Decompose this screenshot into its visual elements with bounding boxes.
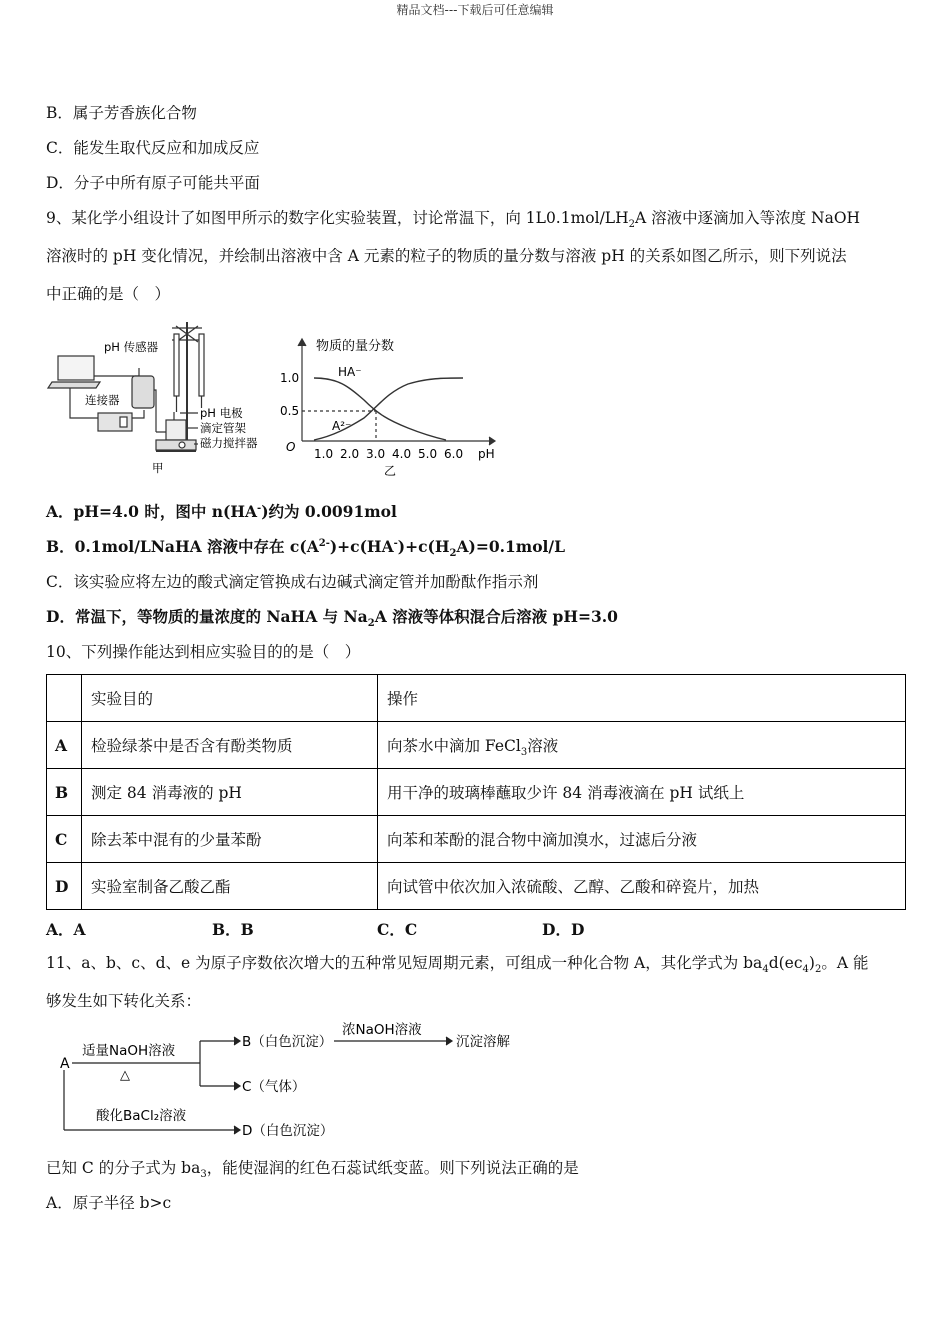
x-tick-1: 1.0 (314, 447, 334, 461)
q8-option-c: C．能发生取代反应和加成反应 (46, 139, 260, 157)
q9-option-c: C．该实验应将左边的酸式滴定管换成右边碱式滴定管并加酚酞作指示剂 (46, 573, 539, 591)
table-header-cell: 操作 (378, 675, 906, 722)
ph-sensor-box (132, 376, 154, 408)
q11-stem-line1: 11、a、b、c、d、e 为原子序数依次增大的五种常见短周期元素，可组成一种化合物 A，其化学式为 $ba_4d(ec_4)_2$。A 能 (46, 954, 869, 976)
table-row (47, 863, 906, 910)
burette-stand-label: 滴定管架 (200, 421, 246, 435)
table-cell-operation: 用干净的玻璃棒蘸取少许 84 消毒液滴在 pH 试纸上 (378, 769, 906, 816)
apparatus-figure (44, 316, 274, 478)
q9-stem-line2: 溶液时的 pH 变化情况，并绘制出溶液中含 A 元素的粒子的物质的量分数与溶液 pH 的关系如图乙所示，则下列说法 (46, 247, 847, 265)
x-tick-5: 5.0 (418, 447, 438, 461)
q8-option-b: B．属子芳香族化合物 (46, 104, 197, 122)
origin-label: O (286, 440, 296, 454)
q9-stem-line3: 中正确的是（ ） (46, 285, 171, 303)
q11-stem-line2: 够发生如下转化关系： (46, 992, 202, 1010)
y-tick-1: 1.0 (280, 371, 300, 385)
a2-curve-label: A²⁻ (332, 419, 352, 433)
table-cell-operation: 向试管中依次加入浓硫酸、乙醇、乙酸和碎瓷片，加热 (378, 863, 906, 910)
table-header-row (47, 675, 906, 722)
table-header-cell (47, 675, 82, 722)
q10-option-d: D．D (542, 920, 585, 939)
conversion-flowchart (52, 1014, 552, 1142)
figure-jia-caption: 甲 (152, 461, 164, 475)
laptop-base (48, 382, 100, 388)
page-header: 精品文档---下载后可任意编辑 (396, 3, 554, 17)
x-axis-unit: pH (478, 447, 495, 461)
table-cell-purpose: 测定 84 消毒液的 pH (82, 769, 378, 816)
flow-condition-bacl2: 酸化BaCl₂溶液 (96, 1108, 187, 1124)
flow-product-d: D（白色沉淀） (242, 1123, 334, 1139)
table-cell-key: C (47, 816, 82, 863)
x-tick-6: 6.0 (444, 447, 464, 461)
y-tick-05: 0.5 (280, 404, 300, 418)
flow-start-a: A (60, 1056, 70, 1072)
q9-option-d: D．常温下，等物质的量浓度的 NaHA 与 $Na_2A$ 溶液等体积混合后溶液 pH=3.0 (46, 607, 618, 630)
ph-sensor-label: pH 传感器 (104, 340, 159, 354)
flow-condition-conc-naoh: 浓NaOH溶液 (342, 1022, 422, 1038)
distribution-figure (278, 336, 508, 478)
connector-label: 连接器 (85, 393, 120, 407)
table-cell-operation: 向苯和苯酚的混合物中滴加溴水，过滤后分液 (378, 816, 906, 863)
q8-option-d: D．分子中所有原子可能共平面 (46, 174, 260, 192)
flow-product-c: C（气体） (242, 1079, 306, 1095)
q9-stem-line1: 9、某化学小组设计了如图甲所示的数字化实验装置，讨论常温下，向 $1L0.1mol/LH_2A$ 溶液中逐滴加入等浓度 NaOH (46, 209, 861, 231)
x-tick-2: 2.0 (340, 447, 360, 461)
laptop-screen (58, 356, 94, 380)
flow-heat-symbol: △ (120, 1068, 130, 1083)
q10-option-a: A．A (46, 920, 86, 939)
ha-curve-label: HA⁻ (338, 365, 362, 379)
q11-known-condition: 已知 C 的分子式为 $ba_3$，能使湿润的红色石蕊试纸变蓝。则下列说法正确的是 (46, 1159, 579, 1181)
table-header-cell: 实验目的 (82, 675, 378, 722)
table-row (47, 769, 906, 816)
q10-stem: 10、下列操作能达到相应实验目的的是（ ） (46, 643, 361, 661)
flow-condition-naoh: 适量NaOH溶液 (82, 1043, 176, 1059)
q11-option-a: A．原子半径 b>c (46, 1194, 172, 1212)
table-row (47, 816, 906, 863)
q10-option-c: C．C (377, 920, 418, 939)
flow-product-b: B（白色沉淀） (242, 1034, 333, 1050)
table-cell-key: B (47, 769, 82, 816)
stirrer-label: 磁力搅拌器 (200, 436, 258, 450)
q9-option-a: A．pH=4.0 时，图中 n(HA-)约为 0.0091mol (46, 502, 397, 521)
x-tick-4: 4.0 (392, 447, 412, 461)
x-tick-3: 3.0 (366, 447, 386, 461)
figure-yi-caption: 乙 (384, 464, 397, 478)
flow-result-dissolve: 沉淀溶解 (456, 1034, 510, 1050)
q9-option-b: B．0.1mol/LNaHA 溶液中存在 $c(A^{2-})+c(HA^-)+c(H_2A)=0.1mol/L$ (46, 537, 565, 560)
table-cell-key: D (47, 863, 82, 910)
ph-electrode-label: pH 电极 (200, 406, 243, 420)
table-cell-purpose: 除去苯中混有的少量苯酚 (82, 816, 378, 863)
table-cell-purpose: 检验绿茶中是否含有酚类物质 (82, 722, 378, 769)
table-cell-operation: 向茶水中滴加 FeCl$_3$溶液 (378, 722, 906, 769)
table-row (47, 722, 906, 769)
table-cell-purpose: 实验室制备乙酸乙酯 (82, 863, 378, 910)
y-axis-label: 物质的量分数 (316, 339, 395, 354)
magnetic-stirrer (156, 440, 196, 450)
q10-option-b: B．B (212, 920, 254, 939)
table-cell-key: A (47, 722, 82, 769)
q10-table (46, 674, 906, 910)
